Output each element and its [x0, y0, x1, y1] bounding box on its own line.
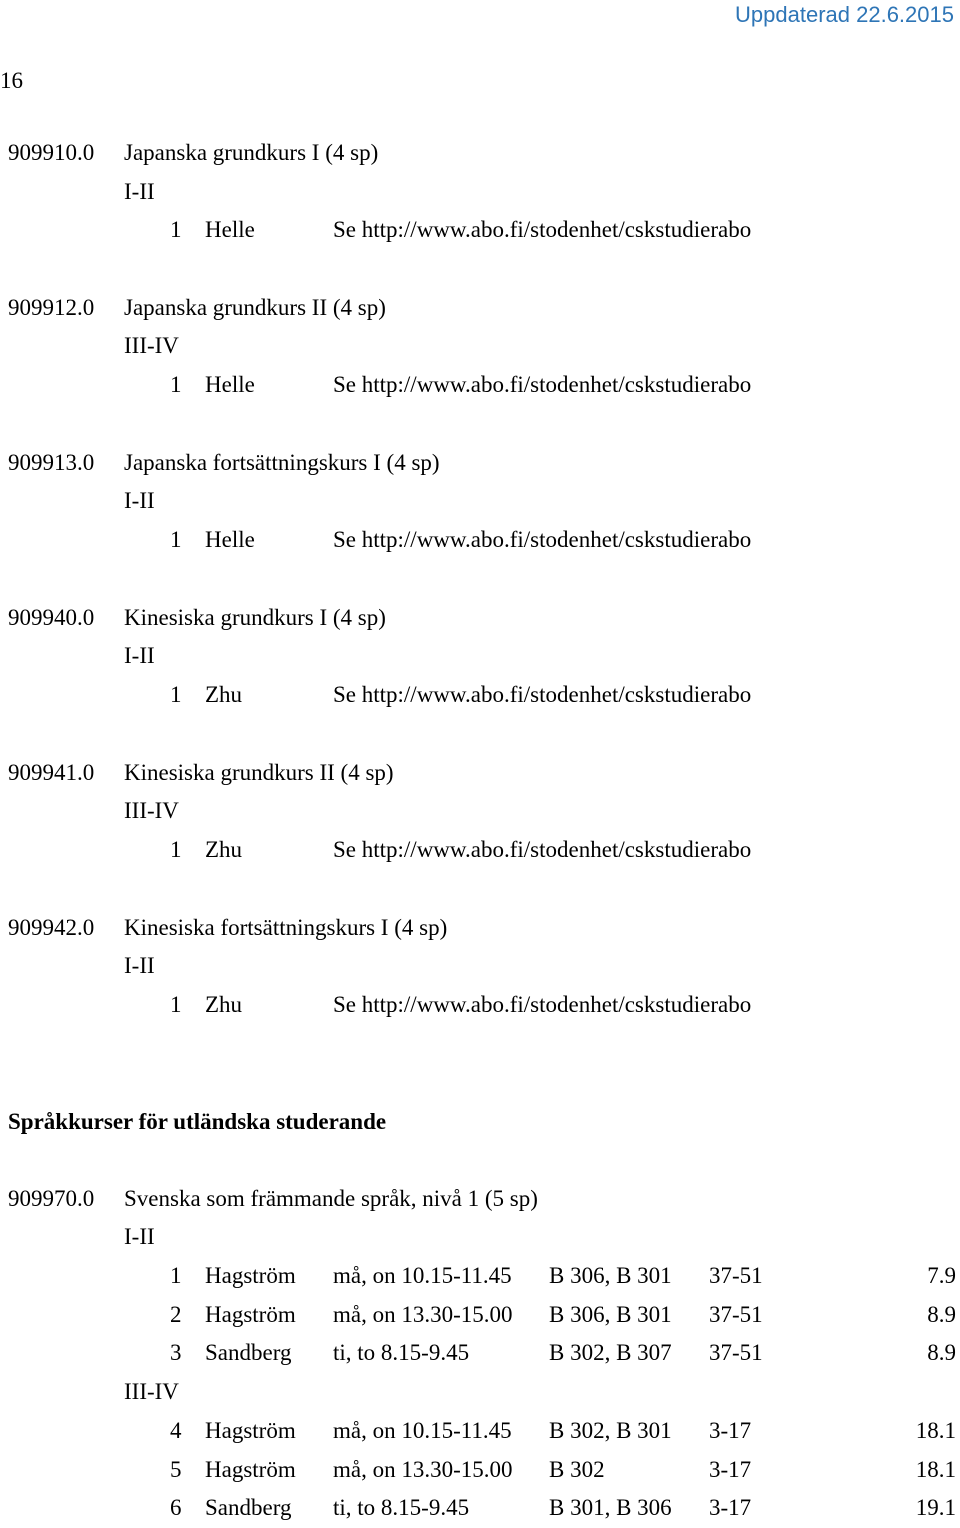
course-period: I-II: [124, 643, 155, 668]
group-teacher: Hagström: [205, 1302, 296, 1327]
course-title: Japanska grundkurs II (4 sp): [124, 295, 386, 320]
group-schedule: må, on 13.30-15.00: [333, 1457, 513, 1482]
updated-date: Uppdaterad 22.6.2015: [735, 2, 954, 27]
group-number: 1: [170, 837, 182, 862]
course-code: 909913.0: [8, 450, 95, 475]
group-weeks: 3-17: [709, 1495, 752, 1520]
course-title: Japanska fortsättningskurs I (4 sp): [124, 450, 440, 475]
group-schedule: ti, to 8.15-9.45: [333, 1495, 470, 1520]
page-number: 16: [0, 68, 23, 93]
course-code: 909910.0: [8, 140, 95, 165]
group-start-date: 18.1: [915, 1418, 956, 1443]
group-weeks: 3-17: [709, 1457, 752, 1482]
group-number: 4: [170, 1418, 182, 1443]
course-title: Kinesiska grundkurs I (4 sp): [124, 605, 386, 630]
group-start-date: 8.9: [927, 1340, 956, 1365]
group-teacher: Zhu: [205, 682, 243, 707]
group-number: 1: [170, 527, 182, 552]
course-period: I-II: [124, 179, 155, 204]
group-number: 5: [170, 1457, 182, 1482]
group-info: Se http://www.abo.fi/stodenhet/cskstudierabo: [333, 992, 752, 1017]
course-title: Japanska grundkurs I (4 sp): [124, 140, 379, 165]
course-period: III-IV: [124, 333, 179, 358]
group-number: 6: [170, 1495, 182, 1520]
group-teacher: Sandberg: [205, 1495, 292, 1520]
group-teacher: Zhu: [205, 837, 243, 862]
section-heading: Språkkurser för utländska studerande: [8, 1109, 387, 1134]
group-schedule: må, on 13.30-15.00: [333, 1302, 513, 1327]
group-teacher: Helle: [205, 372, 255, 397]
group-number: 1: [170, 1263, 182, 1288]
group-start-date: 7.9: [927, 1263, 956, 1288]
course-period: I-II: [124, 488, 155, 513]
group-start-date: 8.9: [927, 1302, 956, 1327]
group-number: 1: [170, 992, 182, 1017]
group-info: Se http://www.abo.fi/stodenhet/cskstudierabo: [333, 372, 752, 397]
group-schedule: må, on 10.15-11.45: [333, 1418, 512, 1443]
group-info: Se http://www.abo.fi/stodenhet/cskstudierabo: [333, 837, 752, 862]
course-period: III-IV: [124, 1379, 179, 1404]
group-teacher: Helle: [205, 217, 255, 242]
course-code: 909941.0: [8, 760, 95, 785]
group-info: Se http://www.abo.fi/stodenhet/cskstudierabo: [333, 217, 752, 242]
group-number: 1: [170, 372, 182, 397]
group-room: B 302: [549, 1457, 605, 1482]
group-room: B 301, B 306: [549, 1495, 672, 1520]
group-info: Se http://www.abo.fi/stodenhet/cskstudierabo: [333, 527, 752, 552]
group-number: 1: [170, 682, 182, 707]
group-teacher: Zhu: [205, 992, 243, 1017]
group-weeks: 37-51: [709, 1263, 763, 1288]
group-room: B 302, B 307: [549, 1340, 672, 1365]
group-number: 3: [170, 1340, 182, 1365]
group-weeks: 37-51: [709, 1340, 763, 1365]
group-start-date: 19.1: [915, 1495, 956, 1520]
group-weeks: 37-51: [709, 1302, 763, 1327]
group-room: B 306, B 301: [549, 1302, 672, 1327]
group-weeks: 3-17: [709, 1418, 752, 1443]
group-room: B 302, B 301: [549, 1418, 672, 1443]
course-title: Kinesiska fortsättningskurs I (4 sp): [124, 915, 448, 940]
group-schedule: må, on 10.15-11.45: [333, 1263, 512, 1288]
group-teacher: Hagström: [205, 1457, 296, 1482]
course-title: Svenska som främmande språk, nivå 1 (5 sp): [124, 1186, 538, 1211]
course-period: I-II: [124, 953, 155, 978]
course-code: 909942.0: [8, 915, 95, 940]
group-teacher: Helle: [205, 527, 255, 552]
course-code: 909912.0: [8, 295, 95, 320]
course-code: 909940.0: [8, 605, 95, 630]
course-period: I-II: [124, 1224, 155, 1249]
course-title: Kinesiska grundkurs II (4 sp): [124, 760, 394, 785]
group-room: B 306, B 301: [549, 1263, 672, 1288]
course-code: 909970.0: [8, 1186, 95, 1211]
group-teacher: Hagström: [205, 1418, 296, 1443]
group-teacher: Sandberg: [205, 1340, 292, 1365]
group-number: 2: [170, 1302, 182, 1327]
group-teacher: Hagström: [205, 1263, 296, 1288]
course-period: III-IV: [124, 798, 179, 823]
group-info: Se http://www.abo.fi/stodenhet/cskstudierabo: [333, 682, 752, 707]
group-schedule: ti, to 8.15-9.45: [333, 1340, 470, 1365]
group-number: 1: [170, 217, 182, 242]
group-start-date: 18.1: [915, 1457, 956, 1482]
